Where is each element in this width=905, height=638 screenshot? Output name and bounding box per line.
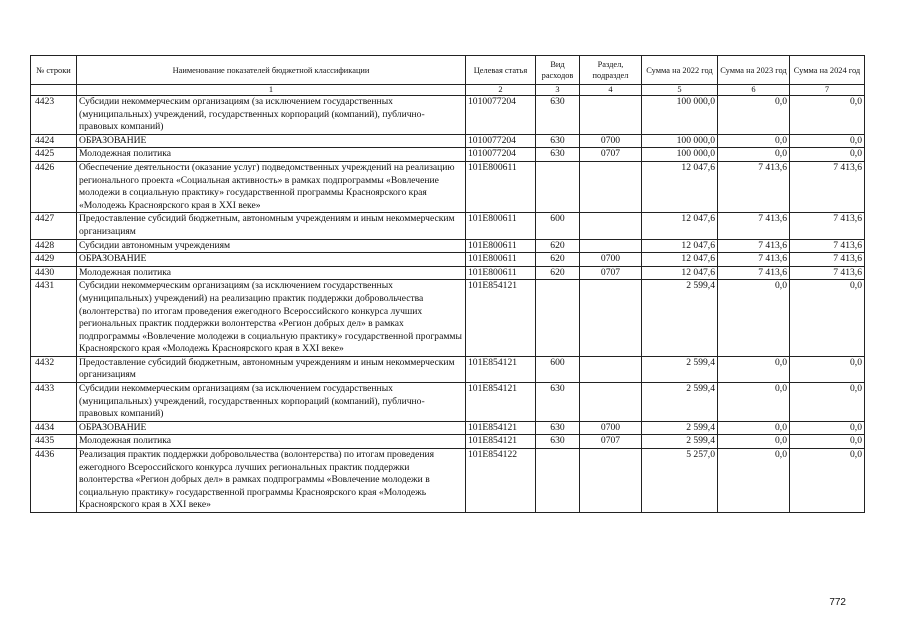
- sum-2024-cell: 0,0: [790, 280, 865, 357]
- indicator-name-cell: ОБРАЗОВАНИЕ: [77, 421, 466, 435]
- sum-2023-cell: 7 413,6: [718, 266, 790, 280]
- sum-2024-cell: 0,0: [790, 356, 865, 382]
- section-cell: 0700: [580, 421, 642, 435]
- sum-2023-cell: 7 413,6: [718, 161, 790, 212]
- row-number-cell: 4436: [31, 449, 77, 513]
- indicator-name-cell: Субсидии автономным учреждениям: [77, 239, 466, 253]
- row-number-cell: 4431: [31, 280, 77, 357]
- table-row: [31, 356, 865, 382]
- table-body: [31, 96, 865, 513]
- table-row: [31, 253, 865, 267]
- target-article-cell: 101E854121: [466, 280, 536, 357]
- sum-2022-cell: 12 047,6: [642, 266, 718, 280]
- row-number-cell: 4434: [31, 421, 77, 435]
- expense-type-cell: 600: [536, 213, 580, 239]
- expense-type-cell: 620: [536, 239, 580, 253]
- section-cell: [580, 356, 642, 382]
- header-expense-type: Вид расходов: [536, 56, 580, 85]
- table-row: [31, 280, 865, 357]
- section-cell: [580, 383, 642, 422]
- row-number-cell: 4427: [31, 213, 77, 239]
- sum-2022-cell: 2 599,4: [642, 280, 718, 357]
- table-row: [31, 213, 865, 239]
- table-row: [31, 96, 865, 135]
- target-article-cell: 101E800611: [466, 239, 536, 253]
- table-row: [31, 435, 865, 449]
- column-number-blank: [31, 85, 77, 96]
- section-cell: [580, 239, 642, 253]
- row-number-cell: 4426: [31, 161, 77, 212]
- sum-2023-cell: 7 413,6: [718, 253, 790, 267]
- sum-2023-cell: 0,0: [718, 435, 790, 449]
- target-article-cell: 1010077204: [466, 96, 536, 135]
- indicator-name-cell: Предоставление субсидий бюджетным, автономным учреждениям и иным некоммерческим организациям: [77, 213, 466, 239]
- sum-2024-cell: 0,0: [790, 435, 865, 449]
- indicator-name-cell: Субсидии некоммерческим организациям (за исключением государственных (муниципальных) учреждений) на реализацию практик поддержки добровольчества (волонтерства) по итогам проведения ежегодного Всероссийского конкурса лучших региональных практик поддержки волонтерства «Регион добрых дел» в рамках подпрограммы «Вовлечение молодежи в социальную практику» государственной программы Красноярского края «Молодежь Красноярского края в XXI веке»: [77, 280, 466, 357]
- sum-2022-cell: 5 257,0: [642, 449, 718, 513]
- sum-2022-cell: 2 599,4: [642, 383, 718, 422]
- sum-2023-cell: 0,0: [718, 449, 790, 513]
- table-row: [31, 266, 865, 280]
- expense-type-cell: [536, 280, 580, 357]
- row-number-cell: 4425: [31, 148, 77, 162]
- sum-2022-cell: 100 000,0: [642, 96, 718, 135]
- expense-type-cell: 630: [536, 96, 580, 135]
- column-number: 7: [790, 85, 865, 96]
- expense-type-cell: 630: [536, 383, 580, 422]
- sum-2022-cell: 2 599,4: [642, 356, 718, 382]
- expense-type-cell: [536, 161, 580, 212]
- section-cell: 0700: [580, 134, 642, 148]
- sum-2023-cell: 0,0: [718, 421, 790, 435]
- indicator-name-cell: Субсидии некоммерческим организациям (за исключением государственных (муниципальных) учреждений, государственных корпораций (компаний), публично-правовых компаний): [77, 383, 466, 422]
- sum-2024-cell: 0,0: [790, 134, 865, 148]
- expense-type-cell: 630: [536, 148, 580, 162]
- row-number-cell: 4424: [31, 134, 77, 148]
- header-row-number: № строки: [31, 56, 77, 85]
- target-article-cell: 101E800611: [466, 161, 536, 212]
- sum-2024-cell: 7 413,6: [790, 213, 865, 239]
- column-number: 6: [718, 85, 790, 96]
- table-row: [31, 161, 865, 212]
- sum-2024-cell: 0,0: [790, 383, 865, 422]
- target-article-cell: 1010077204: [466, 134, 536, 148]
- sum-2023-cell: 7 413,6: [718, 239, 790, 253]
- row-number-cell: 4430: [31, 266, 77, 280]
- sum-2023-cell: 0,0: [718, 96, 790, 135]
- table-row: [31, 134, 865, 148]
- expense-type-cell: 620: [536, 253, 580, 267]
- column-number-row: [31, 85, 865, 96]
- indicator-name-cell: Предоставление субсидий бюджетным, автономным учреждениям и иным некоммерческим организациям: [77, 356, 466, 382]
- table-row: [31, 449, 865, 513]
- table-row: [31, 421, 865, 435]
- sum-2024-cell: 0,0: [790, 96, 865, 135]
- target-article-cell: 101E854121: [466, 435, 536, 449]
- target-article-cell: 101E854121: [466, 383, 536, 422]
- section-cell: [580, 161, 642, 212]
- column-number: 4: [580, 85, 642, 96]
- sum-2022-cell: 12 047,6: [642, 161, 718, 212]
- target-article-cell: 101E800611: [466, 213, 536, 239]
- expense-type-cell: 600: [536, 356, 580, 382]
- expense-type-cell: 630: [536, 435, 580, 449]
- section-cell: 0707: [580, 148, 642, 162]
- sum-2022-cell: 12 047,6: [642, 239, 718, 253]
- row-number-cell: 4435: [31, 435, 77, 449]
- sum-2024-cell: 0,0: [790, 421, 865, 435]
- target-article-cell: 101E854121: [466, 421, 536, 435]
- row-number-cell: 4432: [31, 356, 77, 382]
- table-row: [31, 148, 865, 162]
- target-article-cell: 101E800611: [466, 253, 536, 267]
- header-sum-2024: Сумма на 2024 год: [790, 56, 865, 85]
- column-number: 1: [77, 85, 466, 96]
- header-indicator-name: Наименование показателей бюджетной классификации: [77, 56, 466, 85]
- sum-2022-cell: 2 599,4: [642, 421, 718, 435]
- row-number-cell: 4429: [31, 253, 77, 267]
- sum-2023-cell: 0,0: [718, 356, 790, 382]
- indicator-name-cell: ОБРАЗОВАНИЕ: [77, 134, 466, 148]
- budget-table: [30, 55, 865, 513]
- section-cell: 0707: [580, 435, 642, 449]
- indicator-name-cell: Молодежная политика: [77, 148, 466, 162]
- sum-2024-cell: 0,0: [790, 449, 865, 513]
- target-article-cell: 101E854122: [466, 449, 536, 513]
- target-article-cell: 101E800611: [466, 266, 536, 280]
- section-cell: 0707: [580, 266, 642, 280]
- expense-type-cell: 620: [536, 266, 580, 280]
- row-number-cell: 4433: [31, 383, 77, 422]
- row-number-cell: 4423: [31, 96, 77, 135]
- table-row: [31, 239, 865, 253]
- sum-2023-cell: 0,0: [718, 280, 790, 357]
- header-sum-2022: Сумма на 2022 год: [642, 56, 718, 85]
- expense-type-cell: 630: [536, 421, 580, 435]
- header-section: Раздел, подраздел: [580, 56, 642, 85]
- sum-2023-cell: 7 413,6: [718, 213, 790, 239]
- indicator-name-cell: Молодежная политика: [77, 435, 466, 449]
- sum-2024-cell: 7 413,6: [790, 239, 865, 253]
- sum-2022-cell: 12 047,6: [642, 213, 718, 239]
- budget-sheet: [30, 55, 864, 513]
- expense-type-cell: 630: [536, 134, 580, 148]
- sum-2022-cell: 100 000,0: [642, 134, 718, 148]
- section-cell: [580, 449, 642, 513]
- indicator-name-cell: Молодежная политика: [77, 266, 466, 280]
- indicator-name-cell: Субсидии некоммерческим организациям (за исключением государственных (муниципальных) учреждений, государственных корпораций (компаний), публично-правовых компаний): [77, 96, 466, 135]
- sum-2024-cell: 7 413,6: [790, 161, 865, 212]
- sum-2022-cell: 12 047,6: [642, 253, 718, 267]
- indicator-name-cell: Обеспечение деятельности (оказание услуг) подведомственных учреждений на реализацию регионального проекта «Социальная активность» в рамках подпрограммы «Вовлечение молодежи в социальную практику» государственной программы Красноярского края «Молодежь Красноярского края в XXI веке»: [77, 161, 466, 212]
- column-number: 2: [466, 85, 536, 96]
- sum-2024-cell: 7 413,6: [790, 266, 865, 280]
- row-number-cell: 4428: [31, 239, 77, 253]
- column-number: 3: [536, 85, 580, 96]
- sum-2023-cell: 0,0: [718, 148, 790, 162]
- sum-2023-cell: 0,0: [718, 134, 790, 148]
- sum-2022-cell: 2 599,4: [642, 435, 718, 449]
- section-cell: [580, 280, 642, 357]
- sum-2024-cell: 0,0: [790, 148, 865, 162]
- target-article-cell: 101E854121: [466, 356, 536, 382]
- section-cell: [580, 96, 642, 135]
- sum-2023-cell: 0,0: [718, 383, 790, 422]
- table-row: [31, 383, 865, 422]
- sum-2024-cell: 7 413,6: [790, 253, 865, 267]
- column-number: 5: [642, 85, 718, 96]
- sum-2022-cell: 100 000,0: [642, 148, 718, 162]
- indicator-name-cell: ОБРАЗОВАНИЕ: [77, 253, 466, 267]
- header-sum-2023: Сумма на 2023 год: [718, 56, 790, 85]
- target-article-cell: 1010077204: [466, 148, 536, 162]
- expense-type-cell: [536, 449, 580, 513]
- section-cell: 0700: [580, 253, 642, 267]
- table-header: [31, 56, 865, 96]
- indicator-name-cell: Реализация практик поддержки добровольчества (волонтерства) по итогам проведения ежегодного Всероссийского конкурса лучших региональных практик поддержки волонтерства «Регион добрых дел» в рамках подпрограммы «Вовлечение молодежи в социальную практику» государственной программы Красноярского края «Молодежь Красноярского края в XXI веке»: [77, 449, 466, 513]
- section-cell: [580, 213, 642, 239]
- page-number: 772: [829, 597, 846, 608]
- header-target-article: Целевая статья: [466, 56, 536, 85]
